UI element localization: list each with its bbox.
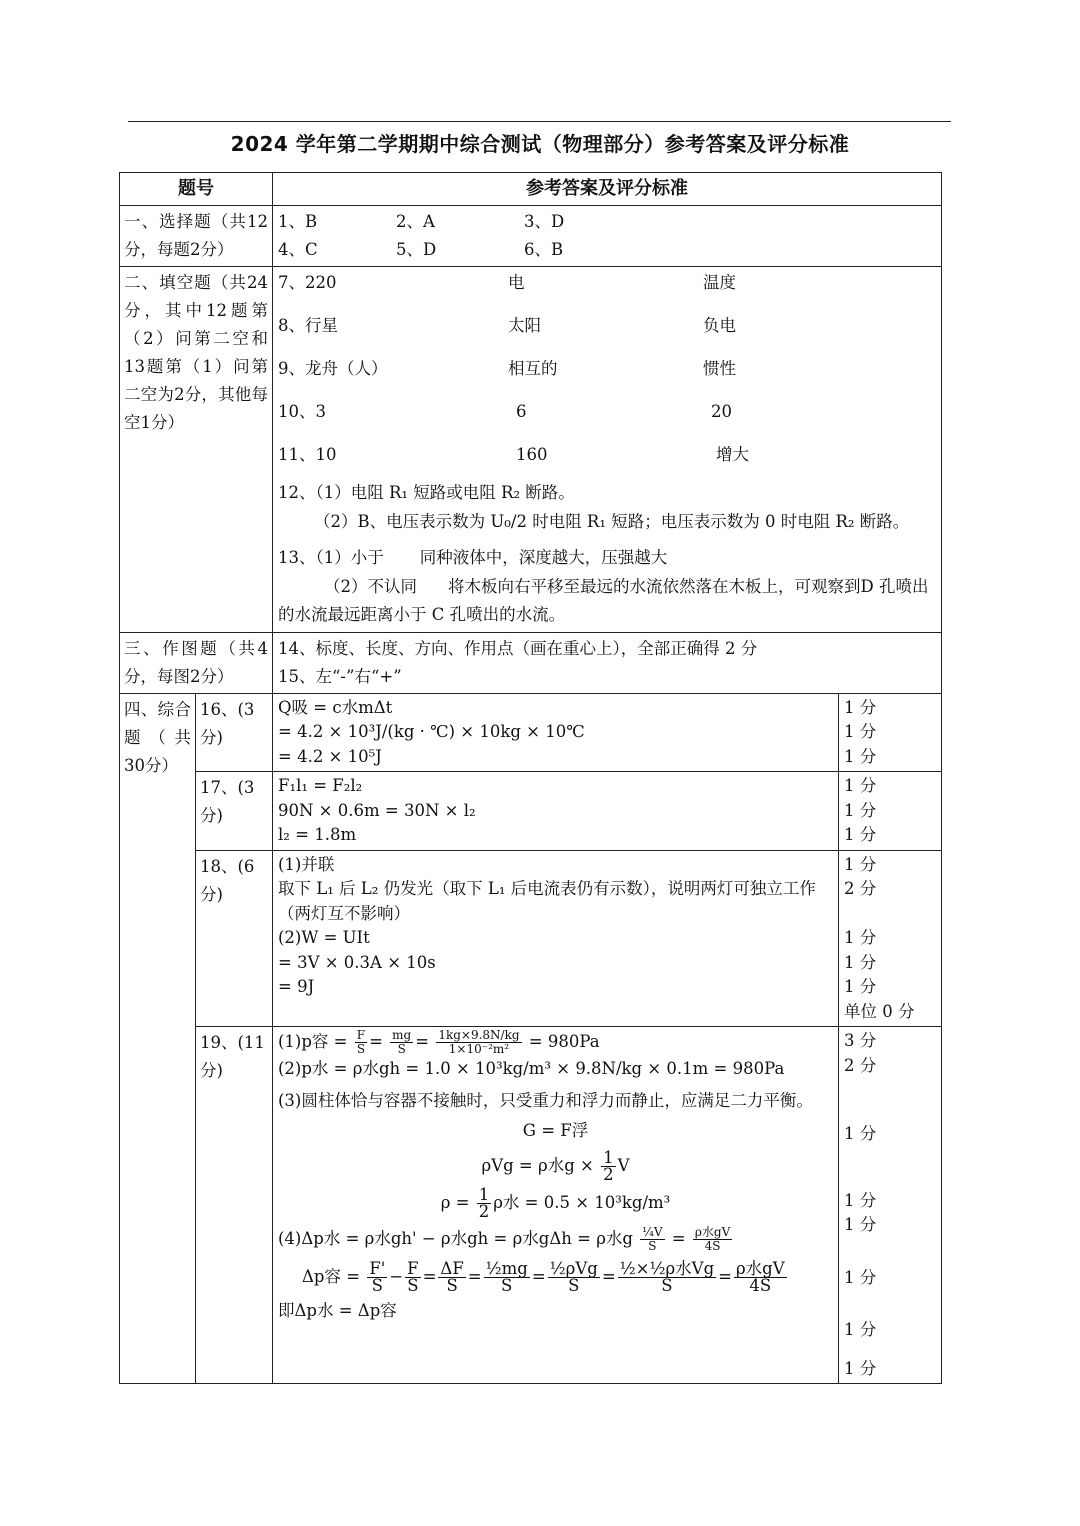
fill-line [278,269,936,312]
fraction [436,1029,521,1056]
denominator: S [568,1276,580,1295]
q19-solution [273,1027,839,1384]
fill-7-c: 温度 [703,273,736,292]
q12-part1: 12、（1）电阻 R₁ 短路或电阻 R₂ 断路。 [278,483,575,502]
section-fill-row [120,267,942,633]
answer-line [278,236,936,264]
q13-part2-reason: 将木板向右平移至最远的水流依然落在木板上，可观察到D 孔喷出的水流最远距离小于 C 孔喷出的水流。 [278,576,929,624]
fill-10-b: 6 [516,402,527,421]
fraction [734,1261,787,1294]
q19-eq2 [278,1150,833,1183]
q19-label: 19、(11分) [196,1027,273,1384]
denominator: 2 [603,1165,614,1184]
top-rule [128,121,951,122]
q19-text: ρ水 = 0.5 × 10³kg/m³ [493,1193,671,1212]
fill-line [278,355,936,398]
q19-part3: (3)圆柱体恰与容器不接触时，只受重力和浮力而静止，应满足二力平衡。 [278,1091,813,1110]
q17-row [120,772,942,851]
section-drawing-label: 三、作图题（共4分，每图2分） [120,632,273,693]
q19-text: V [617,1156,630,1175]
denominator: S [648,1239,657,1253]
score: 1 分 [844,776,877,795]
fill-line [278,398,936,441]
score: 1 分 [844,697,877,717]
q16-row [120,693,942,772]
q19-text: (1)p容 = [278,1032,348,1051]
fill-8-c: 负电 [703,316,736,335]
q19-row [120,1027,942,1384]
section-choice-label: 一、选择题（共12分，每题2分） [120,206,273,267]
answer-line [278,208,936,236]
fraction [477,1187,492,1220]
answer-3: 3、D [524,212,565,231]
fraction [405,1261,420,1294]
numerator: 1kg×9.8N/kg [438,1028,520,1042]
q18-scores [839,850,942,1027]
denominator: S [501,1276,513,1295]
q18-solution [273,850,839,1027]
score: 1 分 [844,746,877,766]
q14-answer: 14、标度、长度、方向、作用点（画在重心上），全部正确得 2 分 [278,638,758,658]
score: 1 分 [844,1358,877,1378]
answer-table [119,172,942,1384]
score: 1 分 [844,1190,877,1210]
fill-7-b: 电 [508,273,525,292]
denominator: 4S [704,1239,721,1253]
q16-scores [839,693,942,772]
score: 1 分 [844,1124,877,1143]
fill-7-a: 7、220 [278,273,337,292]
q19-scores [839,1027,942,1384]
q19-text: ρ = [440,1193,470,1212]
q15-answer: 15、左“-”右“+” [278,666,402,686]
numerator: F [407,1259,419,1278]
numerator: ρ水gV [694,1225,731,1239]
score: 1 分 [844,1320,877,1339]
q16-line: = 4.2 × 10³J/(kg · ℃) × 10kg × 10℃ [278,722,585,741]
q18-line: 取下 L₁ 后 L₂ 仍发光（取下 L₁ 后电流表仍有示数），说明两灯可独立工作（两灯互不影响） [278,879,816,923]
q19-part1: (1)p容 = $\frac{F}{S}$ = $\frac{mg}{S}$ = $\frac{1kg\times 9.8N/kg}{\text{1×10⁻²m²}}$ = 980Pa [278,1028,600,1056]
q19-part4 [278,1226,833,1253]
q18-line: = 9J [278,977,315,996]
score: 1 分 [844,1267,877,1287]
q18-line: (1)并联 [278,854,335,874]
answer-1: 1、B [278,212,318,231]
fraction [601,1150,616,1183]
answer-4: 4、C [278,240,318,259]
fill-10-c: 20 [711,402,732,421]
denominator: S [407,1276,419,1295]
denominator: S [446,1276,458,1295]
q18-row [120,850,942,1027]
score: 1 分 [844,977,877,996]
answer-5: 5、D [396,240,437,259]
score: 单位 0 分 [844,1001,915,1021]
numerator: ½×½ρ水Vg [619,1259,715,1278]
score: 3 分 [844,1031,877,1050]
numerator: F' [369,1259,386,1278]
section-drawing-row [120,632,942,693]
q17-line: l₂ = 1.8m [278,825,357,844]
q13-part1 [278,544,936,573]
denominator: S [661,1276,673,1295]
denominator: 2 [478,1202,490,1221]
q18-line: = 3V × 0.3A × 10s [278,952,436,972]
q16-line: = 4.2 × 10⁵J [278,746,382,766]
fraction [438,1261,465,1294]
section-fill-label: 二、填空题（共24分，其中12题第（2）问第二空和13题第（1）问第二空为2分，其他每空1分） [120,267,273,633]
fill-11-a: 11、10 [278,445,337,464]
q19-text: Δp容 = [302,1267,361,1286]
numerator: ¼V [642,1225,663,1239]
section-choice-row [120,206,942,267]
section-drawing-answers [273,632,942,693]
q13-1-reason: 同种液体中，深度越大，压强越大 [419,548,668,567]
page-title: 2024 学年第二学期期中综合测试（物理部分）参考答案及评分标准 [230,132,850,156]
fill-8-a: 8、行星 [278,316,338,335]
score: 2 分 [844,879,877,898]
section-choice-answers [273,206,942,267]
q17-solution [273,772,839,851]
fraction [618,1261,717,1294]
score: 1 分 [844,722,877,741]
denominator: 1×10⁻²m² [448,1042,510,1056]
numerator: 1 [478,1185,490,1204]
fill-9-c: 惯性 [703,359,736,378]
fraction [390,1029,413,1056]
numerator: ½ρVg [549,1259,598,1278]
q19-text: = [422,1267,437,1286]
table-header-row [120,173,942,206]
header-question-number: 题号 [120,173,273,206]
q19-text: ρVg = ρ水g × [481,1156,594,1175]
fill-9-b: 相互的 [508,359,558,378]
score: 1 分 [844,825,877,844]
score: 2 分 [844,1055,877,1075]
score: 1 分 [844,952,877,972]
q19-part2: (2)p水 = ρ水gh = 1.0 × 10³kg/m³ × 9.8N/kg × 0.1m = 980Pa [278,1059,785,1078]
answer-6: 6、B [524,240,564,259]
fill-9-a: 9、龙舟（人） [278,359,388,378]
q13-1-answer: 13、（1）小于 [278,548,384,567]
score: 1 分 [844,1215,877,1234]
q17-label: 17、(3分) [196,772,273,851]
fill-8-b: 太阳 [508,316,541,335]
answer-2: 2、A [396,212,435,231]
section-fill-answers [273,267,942,633]
fill-line [278,441,936,479]
q19-part4-container: Δp容 = $\frac{F'}{S}$ − $\frac{F}{S}$ = $\frac{\Delta F}{S}$ = $\frac{\text{½mg}}{S}$ = $\frac{\text{½ρVg}}{S}$ = $\frac{\text{½×½ρ水Vg}}{S}$ = $\frac{\text{ρ水gV}}{4S}$ [302,1259,785,1295]
fraction [355,1029,367,1056]
numerator: ½mg [485,1259,528,1278]
q17-scores [839,772,942,851]
q19-eq1: G = F浮 [522,1121,589,1140]
q19-text: = [671,1229,686,1248]
q16-label: 16、(3分) [196,693,273,772]
fill-11-c: 增大 [716,445,749,464]
denominator: S [397,1042,406,1056]
fraction [640,1226,664,1253]
numerator: 1 [603,1148,614,1167]
denominator: S [371,1276,383,1295]
fill-10-a: 10、3 [278,402,326,421]
header-answer-standard: 参考答案及评分标准 [273,173,942,206]
section-comprehensive-label: 四、综合题（共30分） [120,693,196,1384]
denominator: S [356,1042,366,1056]
fill-11-b: 160 [516,445,548,464]
q16-line: Q吸 = c水mΔt [278,697,393,717]
numerator: mg [392,1028,412,1042]
q17-line: 90N × 0.6m = 30N × l₂ [278,800,476,820]
numerator: ρ水gV [735,1259,785,1278]
q19-text: − [389,1267,404,1286]
numerator: F [356,1028,366,1042]
q17-line: F₁l₁ = F₂l₂ [278,776,363,795]
fraction [484,1261,530,1294]
q19-eq3 [278,1187,833,1220]
fraction [693,1226,732,1253]
q18-line: (2)W = UIt [278,928,370,947]
q16-solution [273,693,839,772]
denominator: 4S [749,1276,772,1295]
q13-2-answer: （2）不认同 [324,576,417,596]
q19-text: (4)Δp水 = ρ水gh' − ρ水gh = ρ水gΔh = ρ水g [278,1229,633,1248]
fraction [548,1261,600,1294]
q19-text: = 980Pa [528,1032,600,1051]
score: 1 分 [844,800,877,820]
numerator: ΔF [440,1259,464,1278]
fill-line [278,312,936,355]
fraction [367,1261,387,1294]
q18-label: 18、(6分) [196,850,273,1027]
q12-part2: （2）B、电压表示数为 U₀/2 时电阻 R₁ 短路；电压表示数为 0 时电阻 R₂ 断路。 [314,511,910,531]
score: 1 分 [844,928,877,947]
q19-part4-conclusion: 即Δp水 = Δp容 [278,1301,397,1320]
score: 1 分 [844,854,877,874]
